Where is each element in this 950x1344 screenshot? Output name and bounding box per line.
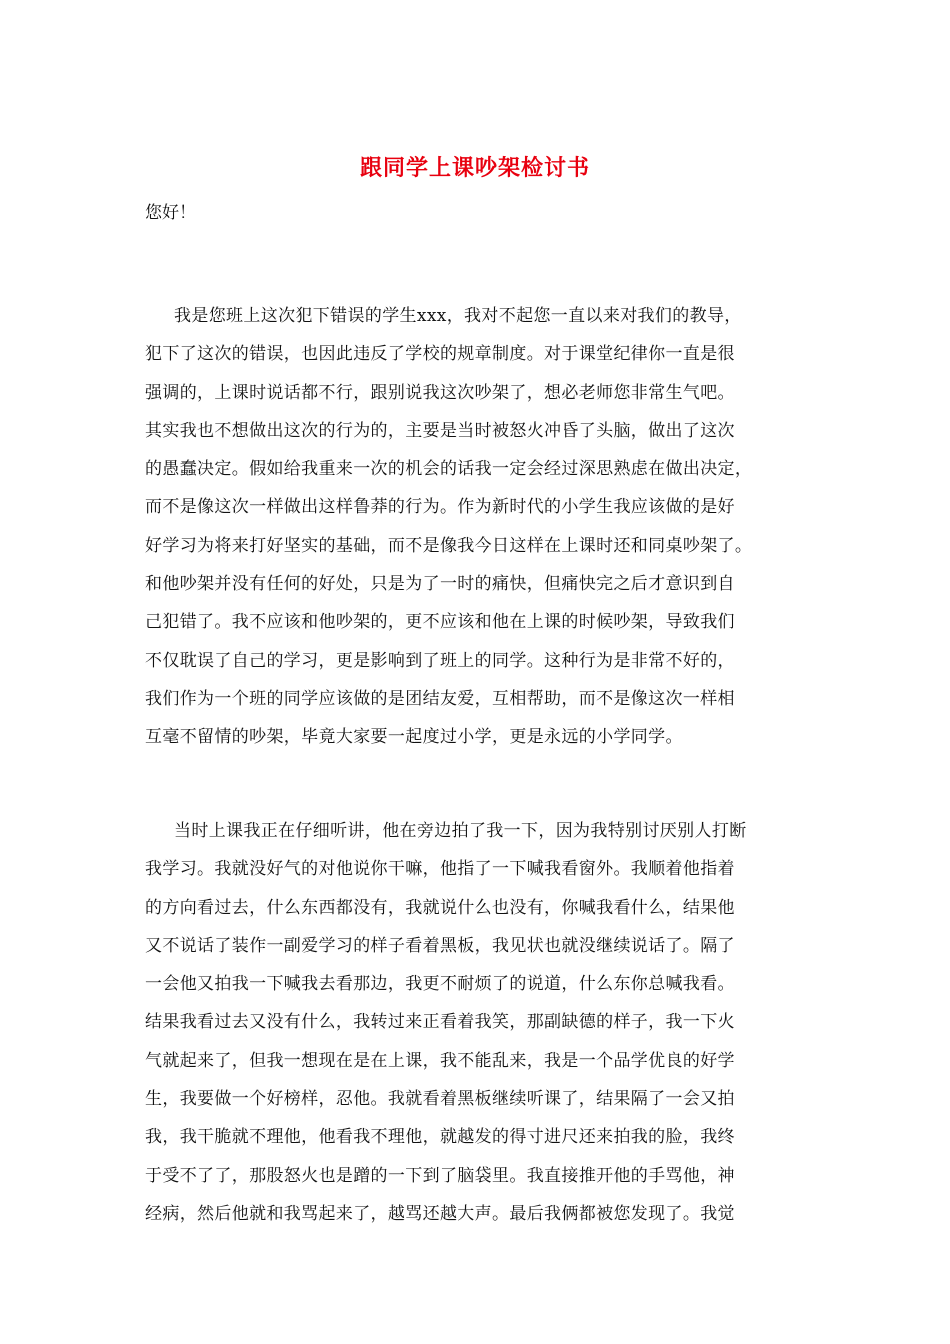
paragraph-line: 当时上课我正在仔细听讲，他在旁边拍了我一下，因为我特别讨厌别人打断 <box>174 821 747 841</box>
paragraph-line: 互毫不留情的吵架，毕竟大家要一起度过小学，更是永远的小学同学。 <box>145 727 683 748</box>
paragraph-line: 于受不了了，那股怒火也是蹭的一下到了脑袋里。我直接推开他的手骂他，神 <box>145 1165 735 1186</box>
greeting: 您好！ <box>145 203 196 223</box>
paragraph-line: 我，我干脆就不理他，他看我不理他，就越发的得寸进尺还来拍我的脸，我终 <box>145 1127 735 1148</box>
paragraph-line: 我是您班上这次犯下错误的学生xxx，我对不起您一直以来对我们的教导， <box>174 306 742 326</box>
document-title: 跟同学上课吵架检讨书 <box>359 155 590 181</box>
paragraph-line: 又不说话了装作一副爱学习的样子看着黑板，我见状也就没继续说话了。隔了 <box>145 935 735 956</box>
paragraph-line: 和他吵架并没有任何的好处，只是为了一时的痛快，但痛快完之后才意识到自 <box>145 574 735 595</box>
paragraph-line: 一会他又拍我一下喊我去看那边，我更不耐烦了的说道，什么东你总喊我看。 <box>145 974 735 995</box>
paragraph-line: 的愚蠢决定。假如给我重来一次的机会的话我一定会经过深思熟虑在做出决定， <box>145 459 753 480</box>
paragraph-line: 我学习。我就没好气的对他说你干嘛，他指了一下喊我看窗外。我顺着他指着 <box>145 859 735 880</box>
paragraph-line: 结果我看过去又没有什么，我转过来正看着我笑，那副缺德的样子，我一下火 <box>145 1012 735 1033</box>
paragraph-line: 犯下了这次的错误，也因此违反了学校的规章制度。对于课堂纪律你一直是很 <box>145 344 735 365</box>
paragraph-2 <box>145 812 815 1233</box>
paragraph-line: 其实我也不想做出这次的行为的，主要是当时被怒火冲昏了头脑，做出了这次 <box>145 420 735 441</box>
paragraph-line: 经病，然后他就和我骂起来了，越骂还越大声。最后我俩都被您发现了。我觉 <box>145 1203 735 1224</box>
paragraph-line: 而不是像这次一样做出这样鲁莽的行为。作为新时代的小学生我应该做的是好 <box>145 497 735 518</box>
paragraph-line: 的方向看过去，什么东西都没有，我就说什么也没有，你喊我看什么，结果他 <box>145 897 735 918</box>
paragraph-line: 气就起来了，但我一想现在是在上课，我不能乱来，我是一个品学优良的好学 <box>145 1050 735 1071</box>
paragraph-line: 己犯错了。我不应该和他吵架的，更不应该和他在上课的时候吵架，导致我们 <box>145 612 735 633</box>
paragraph-line: 生，我要做一个好榜样，忍他。我就看着黑板继续听课了，结果隔了一会又拍 <box>145 1089 735 1110</box>
paragraph-line: 强调的，上课时说话都不行，跟别说我这次吵架了，想必老师您非常生气吧。 <box>145 382 735 403</box>
paragraph-line: 不仅耽误了自己的学习，更是影响到了班上的同学。这种行为是非常不好的， <box>145 650 735 671</box>
paragraph-1 <box>145 297 815 757</box>
paragraph-line: 好学习为将来打好坚实的基础，而不是像我今日这样在上课时还和同桌吵架了。 <box>145 535 753 556</box>
paragraph-line: 我们作为一个班的同学应该做的是团结友爱，互相帮助，而不是像这次一样相 <box>145 688 735 709</box>
